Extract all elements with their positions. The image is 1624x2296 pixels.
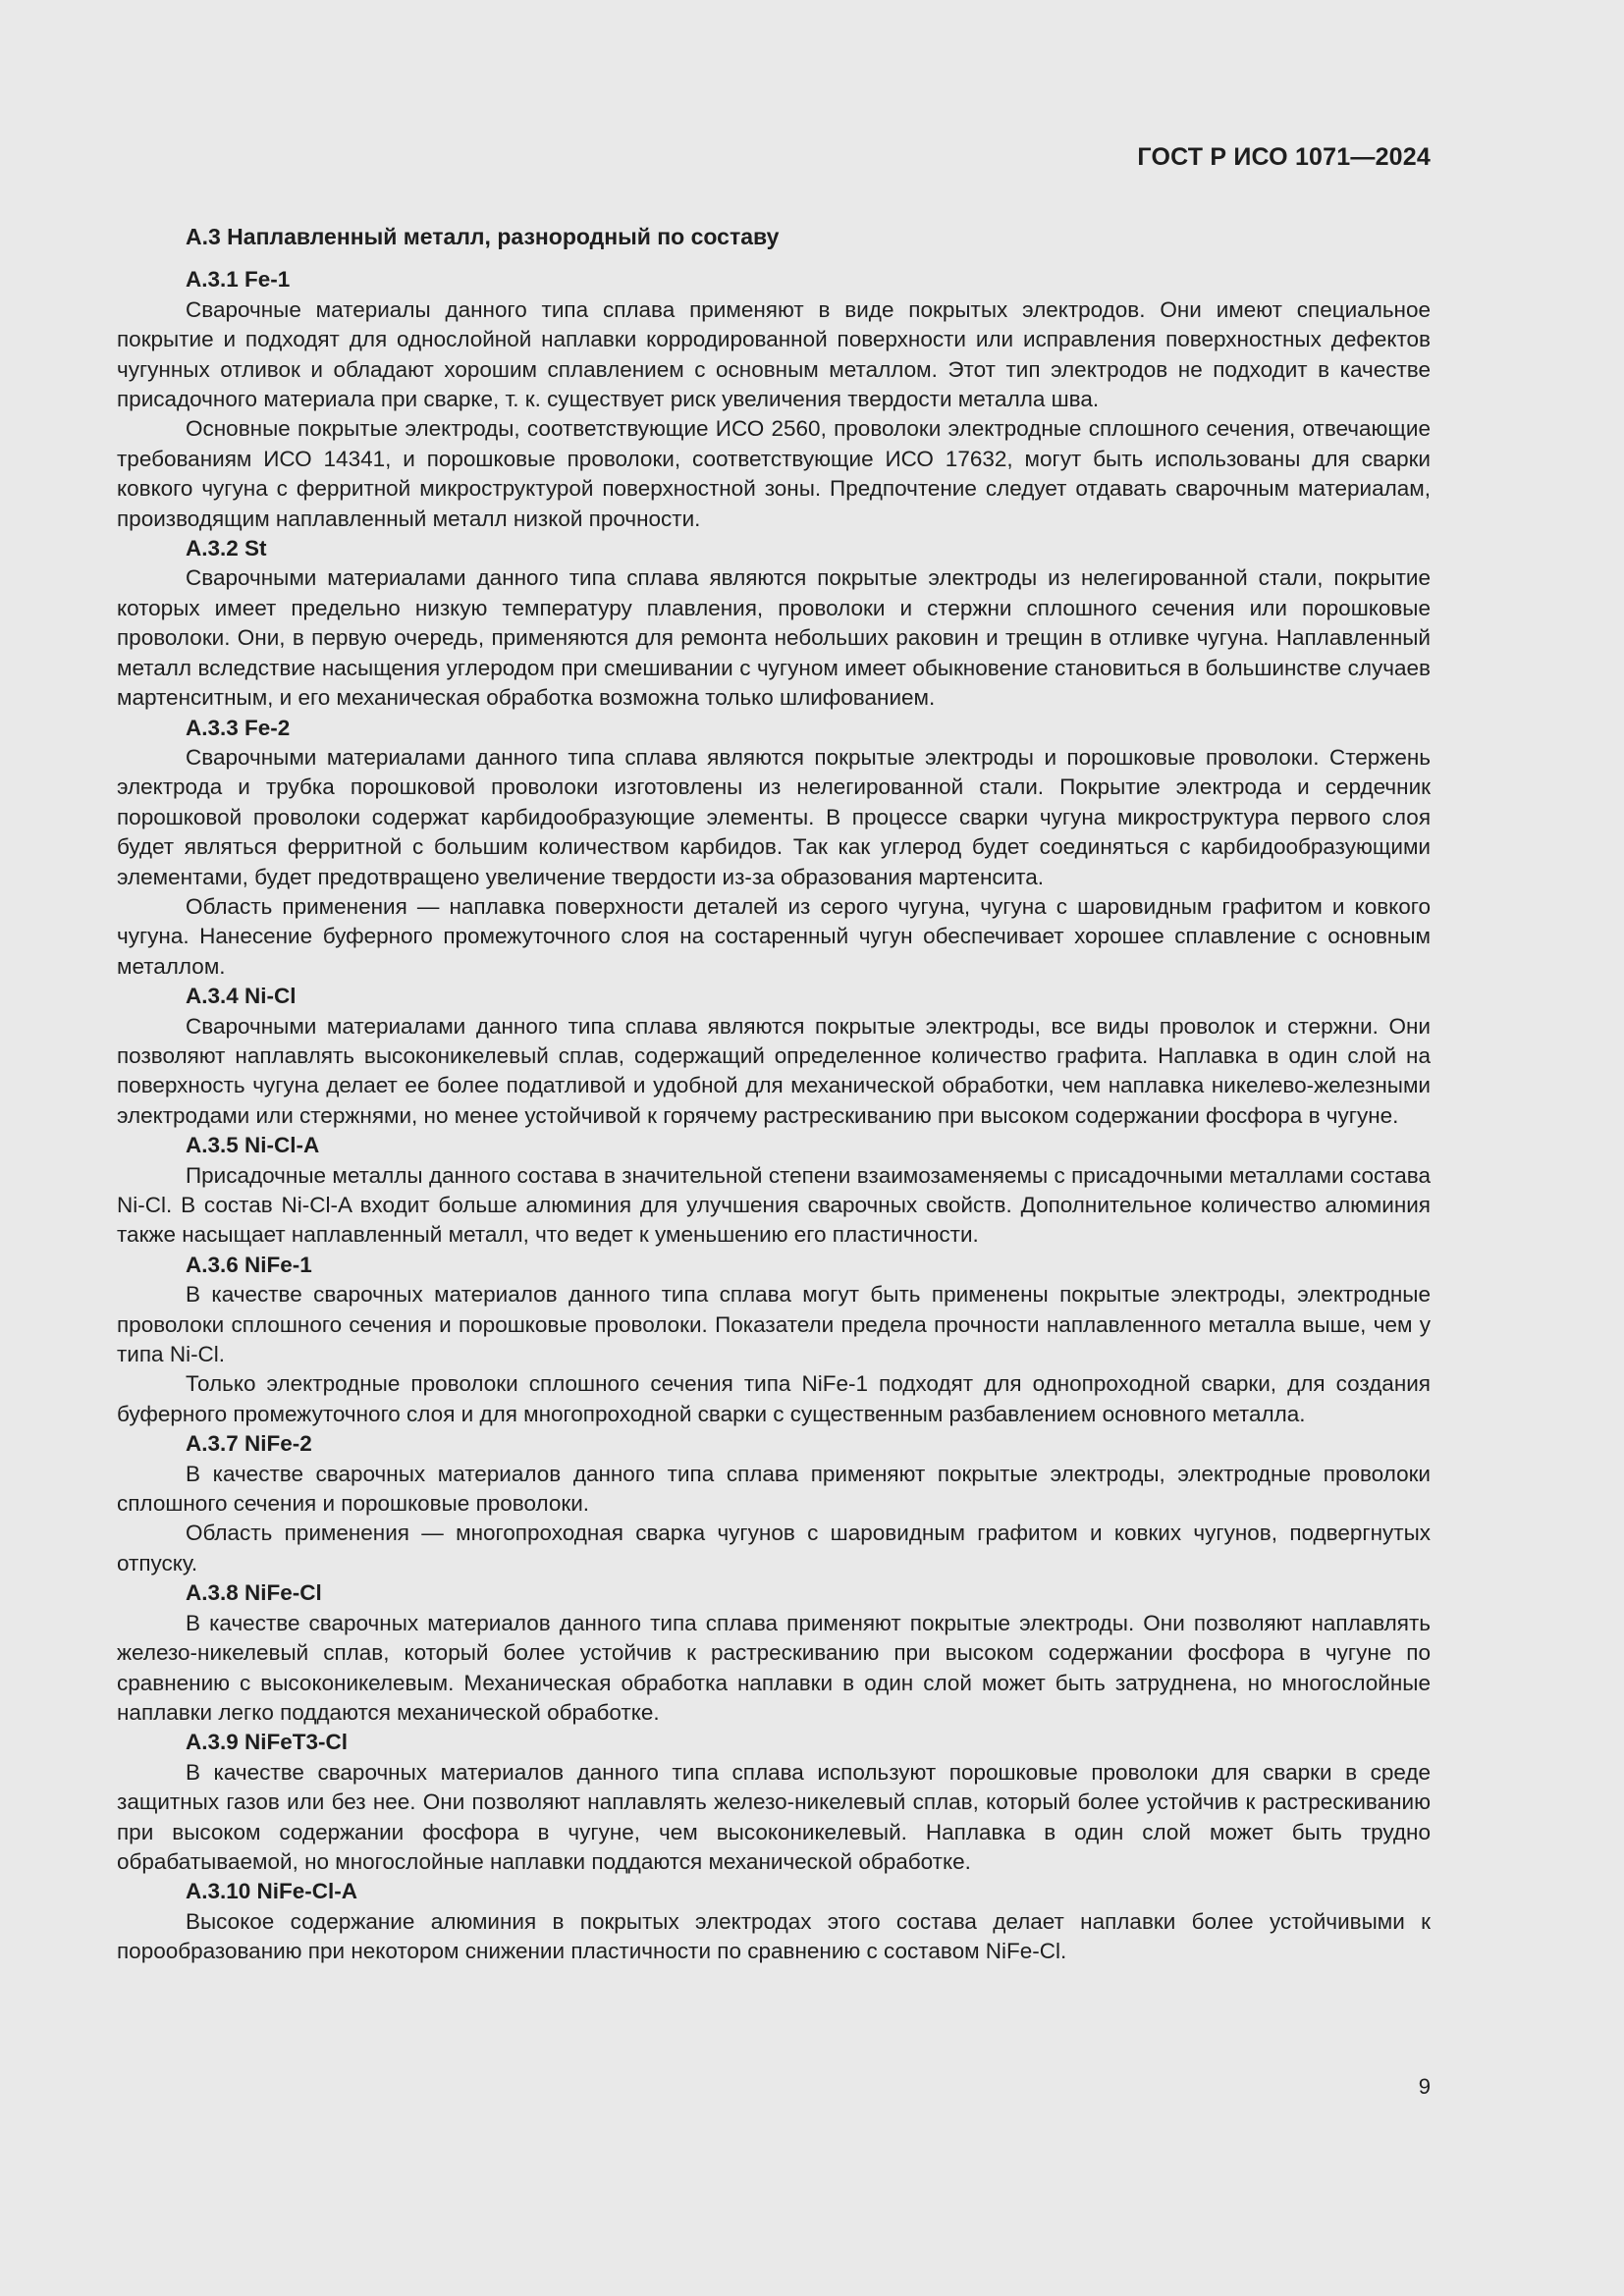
subsection-heading: А.3.9 NiFeT3-Cl [186,1730,349,1755]
subsection-heading: А.3.10 NiFe-Cl-A [186,1879,358,1904]
paragraph: Область применения — многопроходная сварка чугунов с шаровидным графитом и ковких чугунов, подвергнутых отпуску. [117,1521,1431,1575]
subsection-heading: А.3.4 Ni-Cl [186,984,297,1009]
paragraph: В качестве сварочных материалов данного типа сплава применяют покрытые электроды, электродные проволоки сплошного сечения и порошковые проволоки. [117,1461,1431,1517]
paragraph: Высокое содержание алюминия в покрытых электродах этого состава делает наплавки более устойчивыми к порообразованию при некотором снижении пластичности по сравнению с составом NiFe-Cl. [117,1908,1431,1964]
subsection-a-3-3 [117,714,1431,983]
subsection-heading: А.3.6 NiFe-1 [186,1252,312,1277]
subsection-heading: А.3.3 Fe-2 [186,715,291,740]
subsection-a-3-7 [117,1429,1431,1578]
paragraph: Присадочные металлы данного состава в значительной степени взаимозаменяемы с присадочными металлами состава Ni-Cl. В состав Ni-Cl-A входит больше алюминия для улучшения сварочных свойств. Дополнительное количество алюминия также насыщает наплавленный металл, что ведет к уменьшению его пластичности. [117,1162,1431,1248]
subsection-a-3-8 [117,1578,1431,1728]
paragraph: В качестве сварочных материалов данного типа сплава могут быть применены покрытые электроды, электродные проволоки сплошного сечения и порошковые проволоки. Показатели предела прочности наплавленного металла выше, чем у типа Ni-Cl. [117,1282,1431,1367]
document-id-header: ГОСТ Р ИСО 1071—2024 [1137,143,1431,171]
paragraph: Сварочными материалами данного типа сплава являются покрытые электроды и порошковые проволоки. Стержень электрода и трубка порошковой проволоки изготовлены из нелегированной стали. Покрытие электрода и сердечник порошковой проволоки содержат карбидообразующие элементы. В процессе сварки чугуна микроструктура первого слоя будет являться ферритной с большим количеством карбидов. Так как углерод будет соединяться с карбидообразующими элементами, будет предотвращено увеличение твердости из-за образования мартенсита. [117,744,1431,889]
document-body [117,222,1431,1967]
paragraph: В качестве сварочных материалов данного типа сплава применяют покрытые электроды. Они позволяют наплавлять железо-никелевый сплав, который более устойчив к растрескиванию при высоком содержании фосфора в чугуне по сравнению с высоконикелевым. Механическая обработка наплавки в один слой может быть затруднена, но многослойные наплавки легко поддаются механической обработке. [117,1610,1431,1725]
subsection-a-3-6 [117,1251,1431,1429]
subsection-a-3-2 [117,534,1431,713]
paragraph: Сварочными материалами данного типа сплава являются покрытые электроды из нелегированной стали, покрытие которых имеет предельно низкую температуру плавления, проволоки и стержни сплошного сечения или порошковые проволоки. Они, в первую очередь, применяются для ремонта небольших раковин и трещин в отливке чугуна. Наплавленный металл вследствие насыщения углеродом при смешивании с чугуном имеет обыкновение становиться в большинстве случаев мартенситным, и его механическая обработка возможна только шлифованием. [117,565,1431,711]
subsection-a-3-10 [117,1877,1431,1966]
subsection-a-3-4 [117,982,1431,1131]
page-number: 9 [1418,2074,1431,2099]
section-title: А.3 Наплавленный металл, разнородный по составу [186,224,780,249]
subsection-heading: А.3.7 NiFe-2 [186,1431,312,1457]
subsection-a-3-9 [117,1728,1431,1877]
subsection-heading: А.3.2 St [186,536,267,561]
subsection-heading: А.3.1 Fe-1 [186,267,291,293]
subsection-heading: А.3.8 NiFe-Cl [186,1580,322,1606]
subsection-a-3-5 [117,1131,1431,1251]
paragraph: Сварочными материалами данного типа сплава являются покрытые электроды, все виды проволок и стержни. Они позволяют наплавлять высоконикелевый сплав, содержащий определенное количество графита. Наплавка в один слой на поверхность чугуна делает ее более податливой и удобной для механической обработки, чем наплавка никелево-железными электродами или стержнями, но менее устойчивой к горячему растрескиванию при высоком содержании фосфора в чугуне. [117,1013,1431,1128]
subsection-a-3-1 [117,265,1431,534]
paragraph: Основные покрытые электроды, соответствующие ИСО 2560, проволоки электродные сплошного сечения, отвечающие требованиям ИСО 14341, и порошковые проволоки, соответствующие ИСО 17632, могут быть использованы для сварки ковкого чугуна с ферритной микроструктурой поверхностной зоны. Предпочтение следует отдавать сварочным материалам, производящим наплавленный металл низкой прочности. [117,416,1431,531]
paragraph: Область применения — наплавка поверхности деталей из серого чугуна, чугуна с шаровидным графитом и ковкого чугуна. Нанесение буферного промежуточного слоя на состаренный чугун обеспечивает хорошее сплавление с основным металлом. [117,893,1431,979]
paragraph: В качестве сварочных материалов данного типа сплава используют порошковые проволоки для сварки в среде защитных газов или без нее. Они позволяют наплавлять железо-никелевый сплав, который более устойчив к растрескиванию при высоком содержании фосфора в чугуне, чем высоконикелевый. Наплавка в один слой может быть трудно обрабатываемой, но многослойные наплавки поддаются механической обработке. [117,1759,1431,1874]
paragraph: Сварочные материалы данного типа сплава применяют в виде покрытых электродов. Они имеют специальное покрытие и подходят для однослойной наплавки корродированной поверхности или исправления поверхностных дефектов чугунных отливок и обладают хорошим сплавлением с основным металлом. Этот тип электродов не подходит в качестве присадочного материала при сварке, т. к. существует риск увеличения твердости металла шва. [117,296,1431,412]
subsection-heading: А.3.5 Ni-Cl-A [186,1133,320,1158]
paragraph: Только электродные проволоки сплошного сечения типа NiFe-1 подходят для однопроходной сварки, для создания буферного промежуточного слоя и для многопроходной сварки с существенным разбавлением основного металла. [117,1371,1431,1426]
